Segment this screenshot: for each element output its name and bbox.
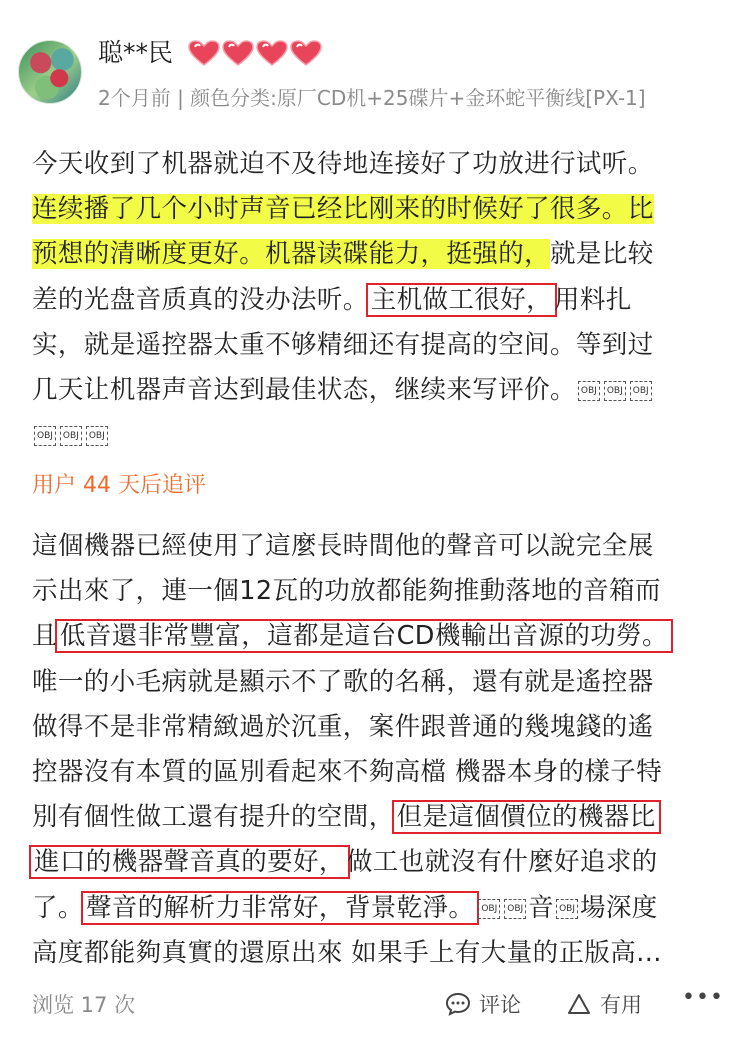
useful-button[interactable] (566, 989, 642, 1019)
review-text: 几天让机器声音达到最佳状态，继续来写评价。 (32, 374, 576, 405)
followup-body (32, 524, 722, 976)
followup-line (32, 795, 722, 840)
highlighted-text: 预想的清晰度更好。机器读碟能力，挺强的， (32, 239, 551, 270)
obj-placeholder: OBJ (86, 426, 108, 446)
followup-line: 唯一的小毛病就是顯示不了歌的名稱，還有就是遙控器 (32, 666, 654, 697)
review-text: 就是比较 (550, 239, 654, 270)
username[interactable]: 聪**民 (98, 38, 174, 67)
followup-line: 示出來了，連一個12瓦的功放都能夠推動落地的音箱而 (32, 576, 661, 607)
followup-text: 場深度 (580, 892, 658, 923)
comment-label: 评论 (479, 993, 521, 1017)
reputation-hearts (187, 39, 323, 67)
review-line (32, 187, 722, 232)
followup-text: 音 (528, 892, 555, 923)
followup-line (32, 840, 722, 885)
obj-placeholder: OBJ (630, 381, 652, 401)
boxed-text: 但是這個價位的機器比 (392, 800, 661, 834)
more-button[interactable] (682, 985, 724, 1010)
useful-label: 有用 (600, 993, 642, 1017)
boxed-text: 主机做工很好， (366, 283, 557, 317)
followup-line: 高度都能夠真實的還原出來 如果手上有大量的正版高... (32, 937, 662, 968)
obj-placeholder: OBJ (504, 899, 526, 919)
followup-line: 這個機器已經使用了這麼長時間他的聲音可以說完全展 (32, 531, 654, 561)
review-line (32, 232, 722, 277)
heart-icon (221, 39, 255, 67)
heart-icon (187, 39, 221, 67)
obj-placeholder: OBJ (34, 426, 56, 446)
followup-line: 控器沒有本質的區別看起來不夠高檔 機器本身的樣子特 (32, 756, 663, 787)
boxed-text: 聲音的解析力非常好，背景乾淨。 (81, 891, 480, 925)
obj-placeholder: OBJ (578, 381, 600, 401)
review-line (32, 413, 722, 458)
followup-text: 別有個性做工還有提升的空間， (32, 802, 395, 833)
review-line (32, 368, 722, 413)
review-text: 差的光盘音质真的没办法听。 (32, 284, 369, 315)
followup-text: 做工也就沒有什麼好追求的 (346, 847, 658, 878)
heart-icon (289, 39, 323, 67)
review-line: 实，就是遥控器太重不够精细还有提高的空间。等到过 (32, 329, 654, 360)
obj-placeholder: OBJ (60, 426, 82, 446)
followup-line (32, 886, 722, 931)
review-footer (0, 985, 750, 1025)
obj-placeholder: OBJ (556, 899, 578, 919)
review-line (32, 278, 722, 323)
obj-placeholder: OBJ (604, 381, 626, 401)
useful-icon (566, 992, 592, 1016)
more-icon: ••• (682, 985, 724, 1010)
obj-placeholder: OBJ (478, 899, 500, 919)
comment-button[interactable] (445, 989, 521, 1019)
review-meta: 2个月前 | 颜色分类:原厂CD机+25碟片+金环蛇平衡线[PX-1] (98, 86, 646, 110)
followup-line: 做得不是非常精緻過於沉重，案件跟普通的幾塊錢的遙 (32, 711, 654, 742)
heart-icon (255, 39, 289, 67)
view-count: 浏览 17 次 (32, 993, 136, 1017)
review-text: 用料扎 (554, 284, 632, 315)
followup-text: 且 (32, 621, 58, 652)
review-body (32, 142, 722, 458)
followup-title: 用户 44 天后追评 (32, 473, 206, 498)
highlighted-text: 连续播了几个小时声音已经比刚来的时候好了很多。比 (32, 194, 654, 225)
boxed-text: 低音還非常豐富，這都是這台CD機輸出音源的功勞。 (55, 619, 673, 653)
followup-text: 了。 (32, 892, 84, 923)
user-header (98, 36, 323, 70)
followup-line (32, 614, 722, 659)
comment-icon (445, 992, 471, 1016)
avatar[interactable] (18, 40, 82, 104)
boxed-text: 進口的機器聲音真的要好， (29, 845, 350, 879)
review-line: 今天收到了机器就迫不及待地连接好了功放进行试听。 (32, 149, 654, 179)
